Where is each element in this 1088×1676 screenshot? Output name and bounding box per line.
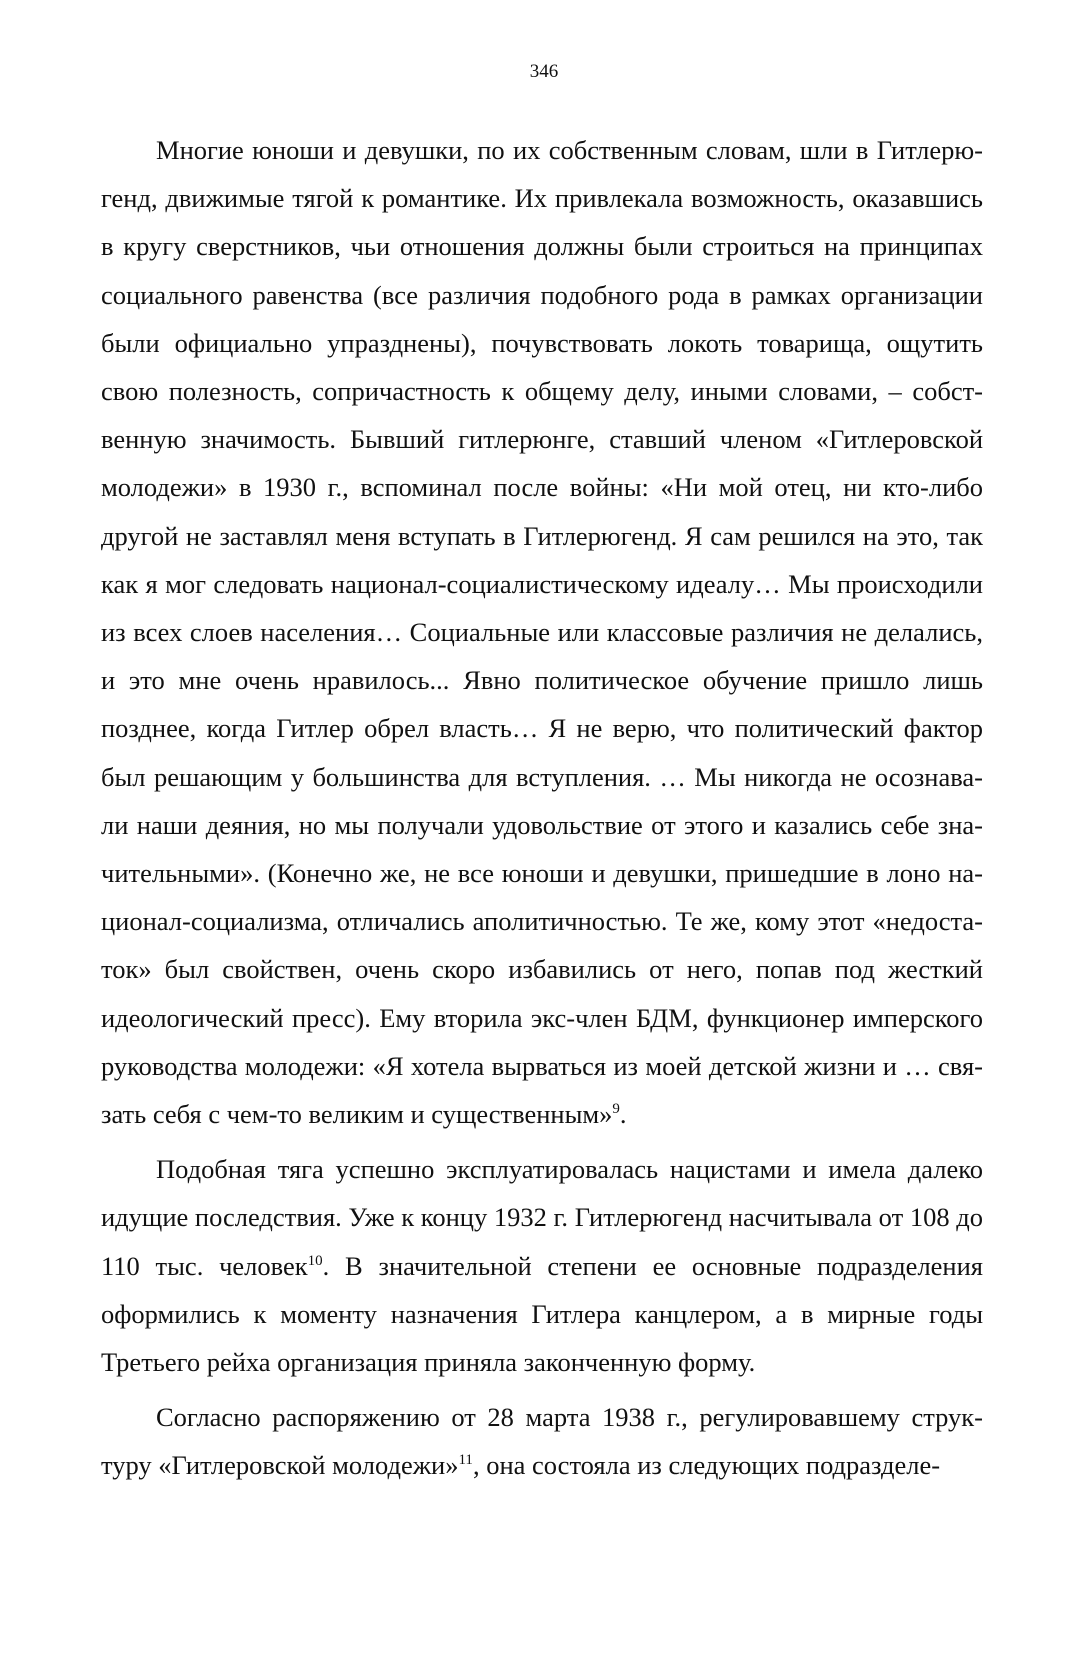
footnote-ref-9: 9 xyxy=(612,1101,620,1118)
text-segment: . xyxy=(619,1099,627,1130)
text-segment: Многие юноши и девушки, по их собственным словам, шли в Гитлерюгенд, движимые тягой к романтике. Их привлекала возможность, оказавшись в кругу сверстников, чьи отношения должны были строиться на принципах социального равенства (все различия подобного рода в рамках организации были официально упразднены), почувствовать локоть товарища, ощутить свою полезность, сопричастность к общему делу, иными словами, – собственную значимость. Бывший гитлерюнге, ставший членом «Гитлеровской молодежи» в 1930 г., вспоминал после войны: «Ни мой отец, ни кто-либо другой не заставлял меня вступать в Гитлерюгенд. Я сам решился на это, так как я мог следовать национал-социалистическому идеалу… Мы происходили из всех слоев населения… Социальные или классовые различия не делались, и это мне очень нравилось... Явно политическое обучение пришло лишь позднее, когда Гитлер обрел власть… Я не верю, что политический фактор был решающим у большинства для вступления. … Мы никогда не осознавали наши деяния, но мы получали удовольствие от этого и казались себе значительными». (Конечно же, не все юноши и девушки, пришедшие в лоно национал-социализма, отличались аполитичностью. Те же, кому этот «недостаток» был свойствен, очень скоро избавились от него, попав под жесткий идеологический пресс). Ему вторила экс-член БДМ, функционер имперского руководства молодежи: «Я хотела вырваться из моей детской жизни и … связать себя с чем-то великим и существенным» xyxy=(101,135,983,1130)
paragraph-1 xyxy=(101,126,983,1138)
page-number: 346 xyxy=(529,61,559,82)
paragraph-3 xyxy=(101,1393,983,1489)
text-segment: Согласно распоряжению от 28 марта 1938 г., регулировавшему структуру «Гитлеровской молодежи» xyxy=(101,1402,983,1481)
footnote-ref-10: 10 xyxy=(307,1252,323,1269)
body-text xyxy=(101,126,983,1490)
paragraph-2 xyxy=(101,1145,983,1386)
text-segment: . В значительной степени ее основные подразделения оформились к моменту назначения Гитлера канцлером, а в мирные годы Третьего рейха организация приняла законченную форму. xyxy=(101,1250,983,1378)
footnote-ref-11: 11 xyxy=(458,1452,473,1469)
text-segment: , она состояла из следующих подразделе- xyxy=(472,1450,941,1481)
text-segment: Подобная тяга успешно эксплуатировалась нацистами и имела далеко идущие последствия. Уже к концу 1932 г. Гитлерюгенд насчитывала от 108 до 110 тыс. человек xyxy=(101,1154,983,1281)
